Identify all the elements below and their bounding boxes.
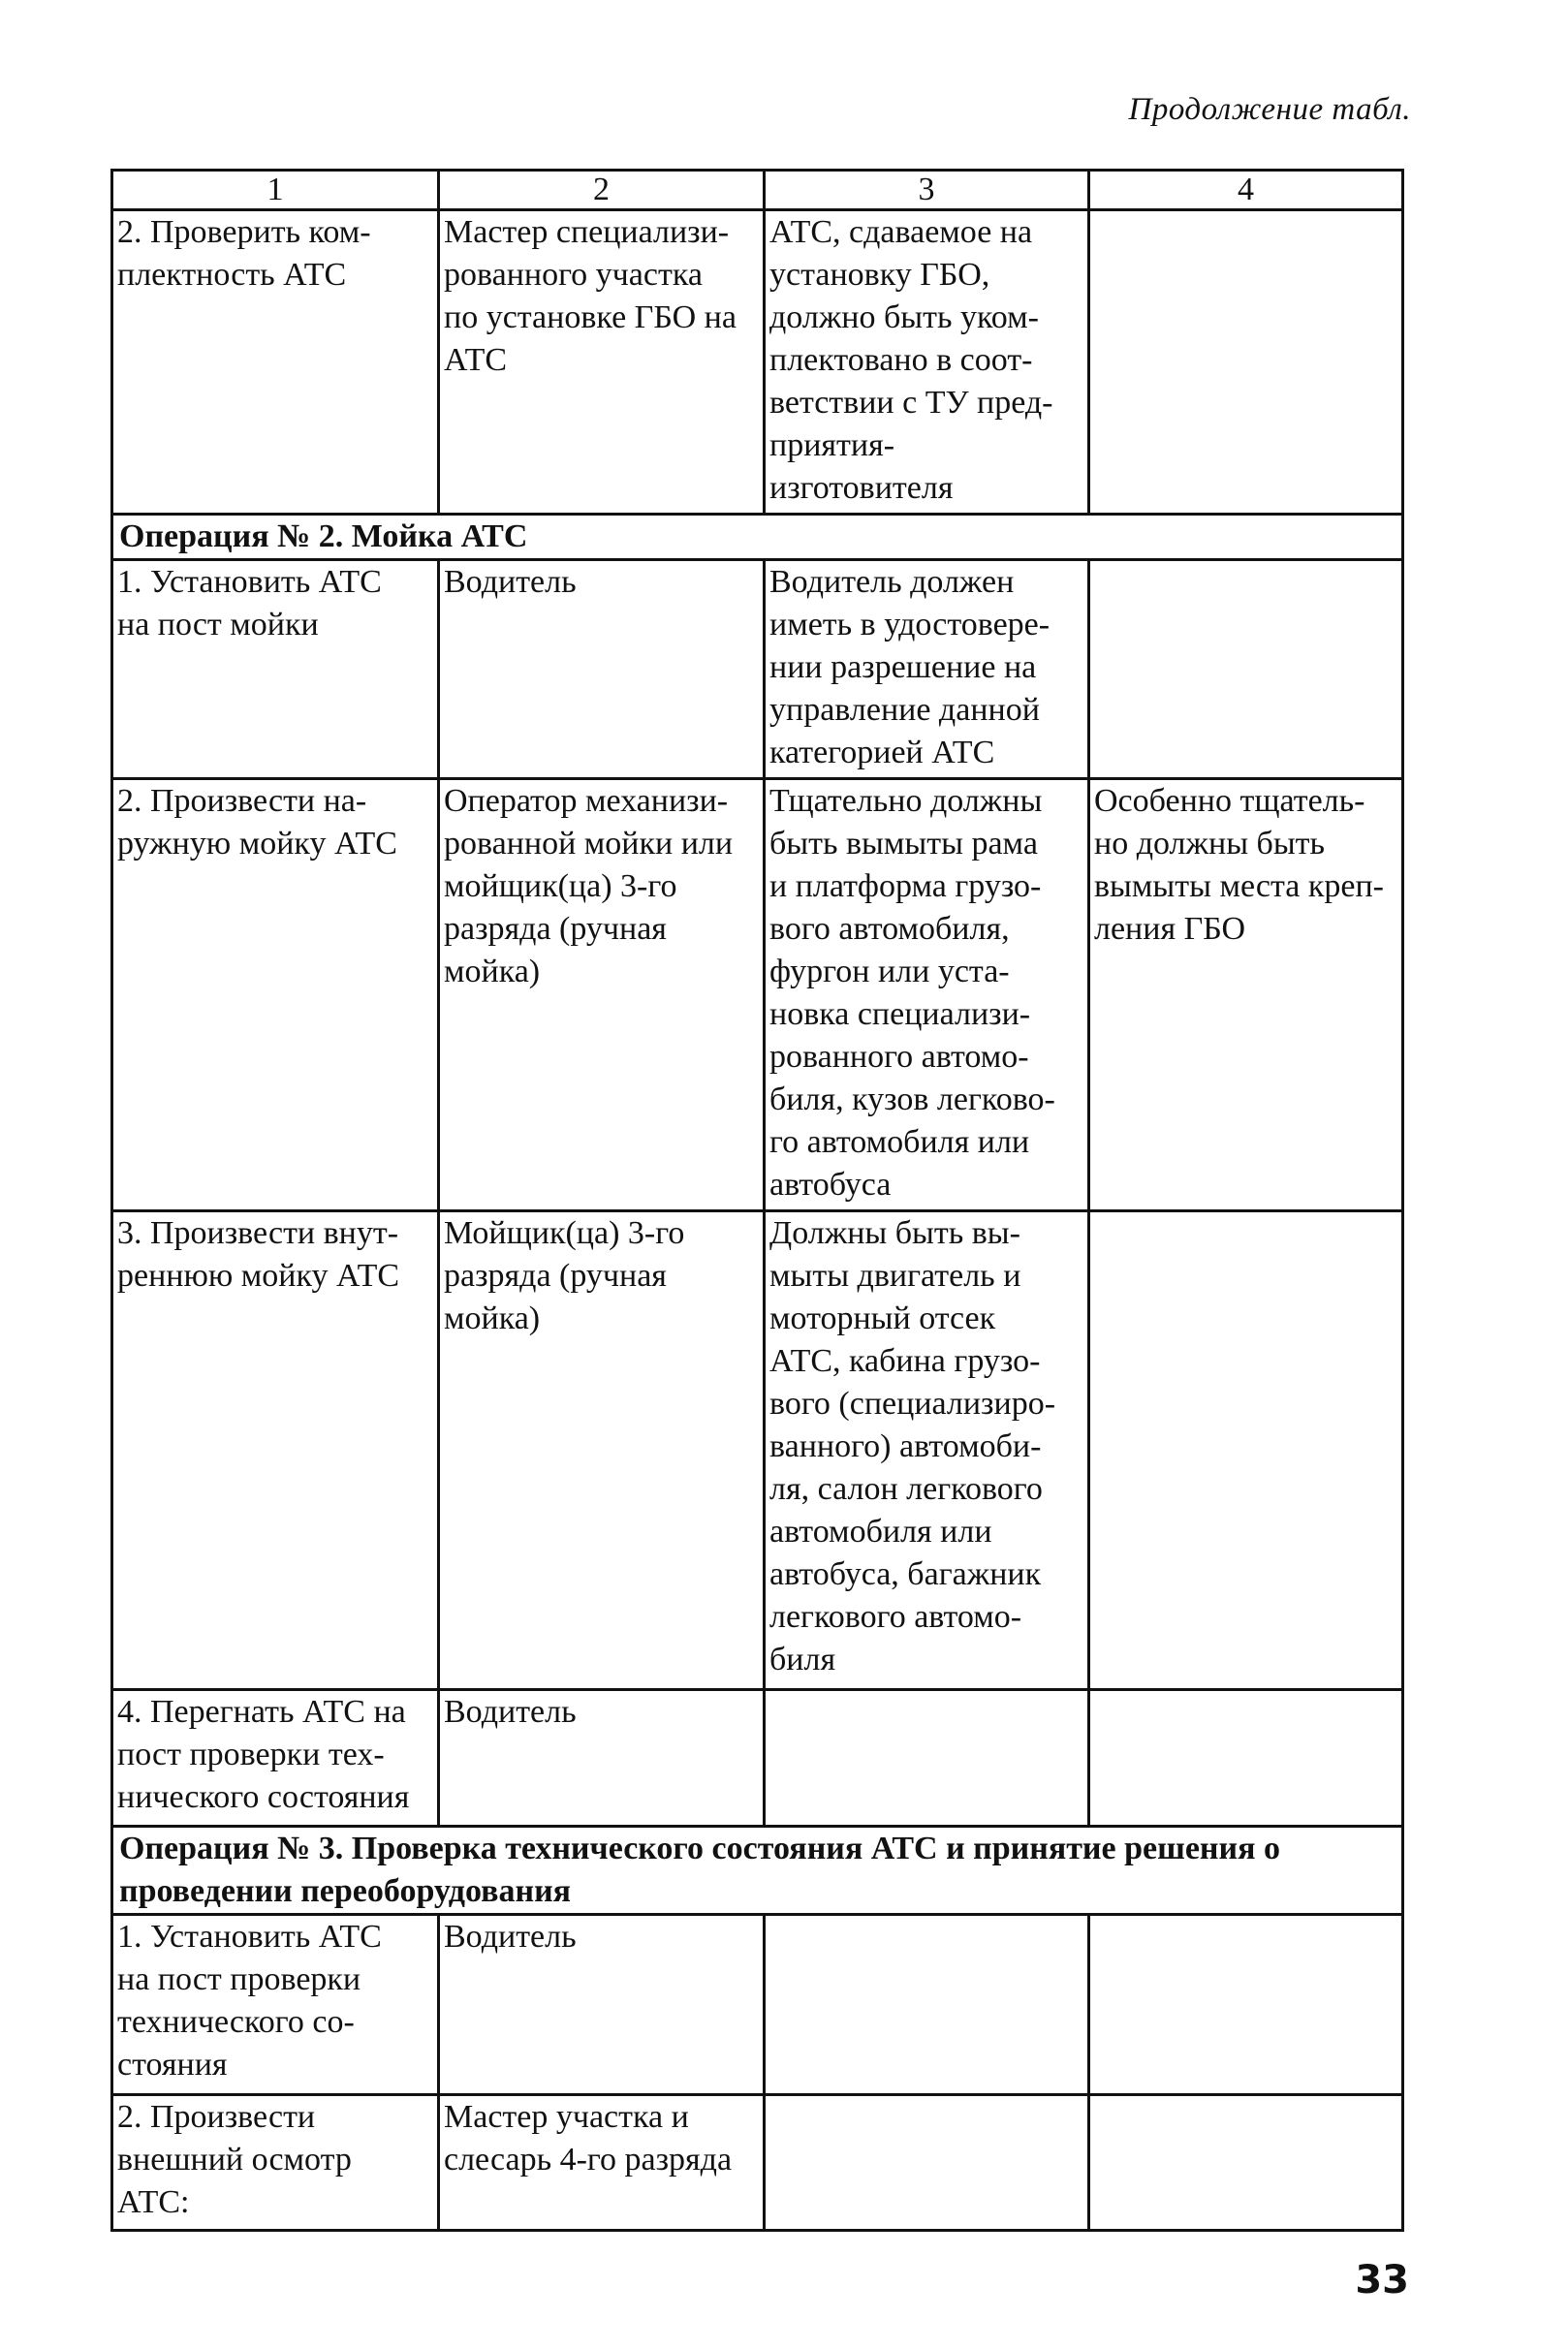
table-cell-requirements: АТС, сдаваемое на установку ГБО, должно быть уком- плектовано в соот- ветствии с ТУ пред- приятия- изготовителя [765,210,1089,515]
table-cell-notes [1089,560,1403,779]
table-cell-step: 3. Произвести внут- реннюю мойку АТС [112,1211,439,1690]
table-cell-notes [1089,1690,1403,1827]
table-cell-step: 2. Произвести на- ружную мойку АТС [112,779,439,1211]
operation-2-title: Операция № 2. Мойка АТС [112,515,1403,560]
table-row [112,1690,1403,1827]
column-number-1: 1 [112,171,439,210]
page-number: 33 [1355,2258,1409,2303]
table-cell-executor: Мастер специализи- рованного участка по установке ГБО на АТС [439,210,765,515]
table-cell-requirements: Водитель должен иметь в удостовере- нии разрешение на управление данной категорией АТС [765,560,1089,779]
column-number-2: 2 [439,171,765,210]
table-cell-step: 4. Перегнать АТС на пост проверки тех- нического состояния [112,1690,439,1827]
table-cell-executor: Водитель [439,1915,765,2095]
table-cell-step: 1. Установить АТС на пост мойки [112,560,439,779]
table-row [112,2095,1403,2231]
column-number-row [112,171,1403,210]
table-row [112,210,1403,515]
table-row [112,1211,1403,1690]
table-cell-notes: Особенно тщатель- но должны быть вымыты места креп- ления ГБО [1089,779,1403,1211]
table-cell-requirements: Тщательно должны быть вымыты рама и платформа грузо- вого автомобиля, фургон или уста- новка специализи- рованного автомо- биля, кузов легково- го автомобиля или автобуса [765,779,1089,1211]
table-cell-requirements: Должны быть вы- мыты двигатель и моторный отсек АТС, кабина грузо- вого (специализиро- ванного) автомоби- ля, салон легкового автомобиля или автобуса, багажник легкового автомо- биля [765,1211,1089,1690]
table-cell-requirements [765,1690,1089,1827]
table-cell-notes [1089,210,1403,515]
table-row [112,779,1403,1211]
table-cell-step: 2. Произвести внешний осмотр АТС: [112,2095,439,2231]
table-cell-notes [1089,1211,1403,1690]
table-cell-executor: Водитель [439,1690,765,1827]
table-row [112,1915,1403,2095]
operation-3-title: Операция № 3. Проверка технического состояния АТС и принятие решения о проведении переоборудования [112,1827,1403,1915]
table-cell-notes [1089,1915,1403,2095]
table-continued-caption: Продолжение табл. [1128,92,1411,127]
operations-table [110,169,1404,2232]
table-cell-executor: Мастер участка и слесарь 4-го разряда [439,2095,765,2231]
table-cell-executor: Мойщик(ца) 3-го разряда (ручная мойка) [439,1211,765,1690]
column-number-4: 4 [1089,171,1403,210]
table-cell-step: 2. Проверить ком- плектность АТС [112,210,439,515]
table-cell-requirements [765,1915,1089,2095]
table-cell-requirements [765,2095,1089,2231]
table-row [112,560,1403,779]
table-cell-executor: Водитель [439,560,765,779]
table-cell-executor: Оператор механизи- рованной мойки или мойщик(ца) 3-го разряда (ручная мойка) [439,779,765,1211]
table-cell-notes [1089,2095,1403,2231]
column-number-3: 3 [765,171,1089,210]
operation-heading-row [112,515,1403,560]
operation-heading-row [112,1827,1403,1915]
table-cell-step: 1. Установить АТС на пост проверки технического со- стояния [112,1915,439,2095]
